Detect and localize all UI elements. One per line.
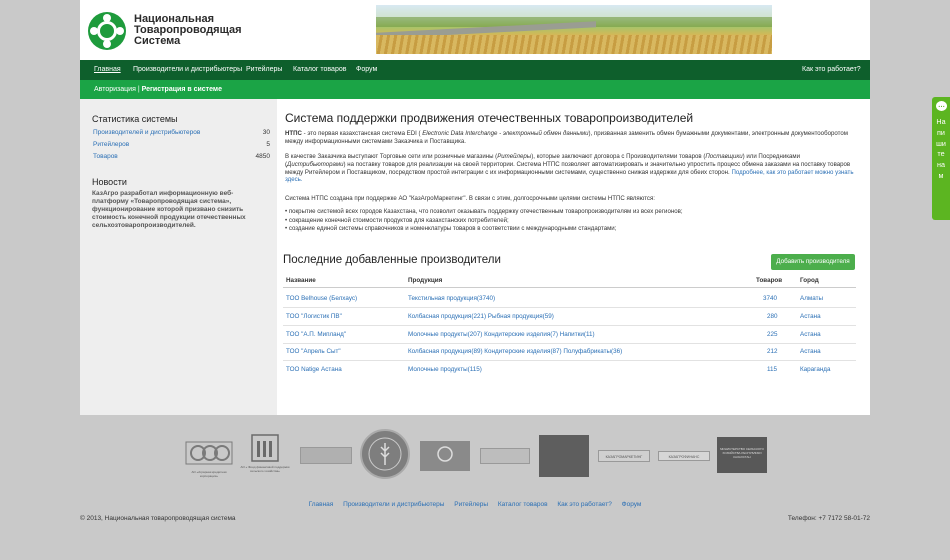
chat-bubble-icon: … xyxy=(938,102,945,109)
partner-logo[interactable] xyxy=(300,447,352,464)
footer-link-how-it-works[interactable]: Как это работает? xyxy=(557,501,612,508)
partner-logo-ministry[interactable]: МИНИСТЕРСТВО СЕЛЬСКОГО ХОЗЯЙСТВА РЕСПУБЛИКИ КАЗАХСТАН xyxy=(717,437,767,473)
footer-link-home[interactable]: Главная xyxy=(308,501,334,508)
product-count-link[interactable]: 3740 xyxy=(763,295,778,302)
city-link[interactable]: Астана xyxy=(800,313,821,320)
stat-label[interactable]: Товаров xyxy=(93,153,118,160)
column-header: Город xyxy=(800,277,819,284)
login-link[interactable]: Авторизация xyxy=(94,86,136,93)
producer-name-link[interactable]: ТОО "А.П. Мипланд" xyxy=(286,331,347,338)
product-count-link[interactable]: 280 xyxy=(767,313,778,320)
partner-logo[interactable] xyxy=(420,441,470,471)
site-logo-text[interactable] xyxy=(134,14,242,47)
producer-name-link[interactable]: ТОО Belhouse (Белхаус) xyxy=(286,295,358,302)
nav-item-home[interactable]: Главная xyxy=(94,66,121,73)
list-item: • создание единой системы справочников и номенклатуры товаров в соответствии с международными стандартами; xyxy=(285,225,855,234)
phone-text: Телефон: +7 7172 58-01-72 xyxy=(787,515,870,522)
partner-logo-agrocredit[interactable] xyxy=(184,440,234,480)
nav-item-how-it-works[interactable]: Как это работает? xyxy=(802,66,861,73)
partner-logo-kazagromarketing[interactable]: КАЗАГРОМАРКЕТИНГ xyxy=(598,450,650,462)
city-link[interactable]: Караганда xyxy=(800,366,831,373)
stat-label[interactable]: Ритейлеров xyxy=(93,141,130,148)
partner-logo[interactable] xyxy=(539,435,589,477)
feedback-label: Напишите нам xyxy=(936,117,946,180)
products-link[interactable]: Молочные продукты(207) Кондитерские изделия(7) Напитки(11) xyxy=(408,331,595,338)
logo-icon[interactable] xyxy=(88,12,126,50)
producer-name-link[interactable]: ТОО "Апрель Сыт" xyxy=(286,348,341,355)
products-link[interactable]: Колбасная продукция(221) Рыбная продукция(59) xyxy=(408,313,554,320)
partner-logo-fund[interactable] xyxy=(240,433,290,481)
stat-count: 5 xyxy=(266,141,270,148)
nav-item-retailers[interactable]: Ритейлеры xyxy=(246,66,283,73)
goals-list xyxy=(285,208,855,234)
nav-item-producers[interactable]: Производители и дистрибьютеры xyxy=(133,66,243,73)
description-paragraph: В качестве Заказчика выступают Торговые сети или розничные магазины (Ритейлеры), которые заключают договора с Производителями товаров (Поставщики) или Посредниками (Дистрибьюторами) на поставку товаров для реализации на своей территории. Система НТПС позволяет автоматизировать и значительно упростить процесс обмена заказами на поставку товаров между Ритейлером и Поставщиком, посредством простой интеграции с их информационными системами, существенно снижая издержки для обеих сторон. Подробнее, как это работает можно узнать здесь. xyxy=(285,153,854,184)
stat-item xyxy=(93,129,270,138)
producer-name-link[interactable]: ТОО "Логистик ПВ" xyxy=(286,313,342,320)
intro-paragraph: НТПС - это первая казахстанская система EDI ( Electronic Data Interchange - электронный обмен данными), призванная заменить обмен бумажными документами, электронным документооборотом между информационными системами Заказчика и Поставщика. xyxy=(285,130,848,145)
partner-caption: АО «Аграрная кредитная корпорация» xyxy=(191,470,227,478)
globe-icon xyxy=(420,441,470,471)
more-info-link[interactable]: Подробнее, как это работает можно узнать здесь. xyxy=(285,168,854,184)
page xyxy=(80,0,870,560)
table-row xyxy=(283,361,856,379)
footer-nav xyxy=(80,501,870,508)
product-count-link[interactable]: 115 xyxy=(767,366,778,373)
stat-label[interactable]: Производителей и дистрибьютеров xyxy=(93,129,201,136)
header-banner-image xyxy=(376,5,772,54)
product-count-link[interactable]: 225 xyxy=(767,331,778,338)
logo-line: Национальная xyxy=(134,13,214,25)
nav-item-forum[interactable]: Форум xyxy=(356,66,378,73)
table-row xyxy=(283,343,856,361)
stat-count: 30 xyxy=(262,129,270,136)
table-row xyxy=(283,326,856,344)
stat-item xyxy=(93,141,270,150)
products-link[interactable]: Колбасная продукция(89) Кондитерские изделия(87) Полуфабрикаты(36) xyxy=(408,348,623,355)
city-link[interactable]: Астана xyxy=(800,331,821,338)
acc-logo-icon xyxy=(184,440,234,468)
news-item[interactable]: КазАгро разработал информационную веб-платформу «Товаропроводящая система», функционирование которой призвано снизить стоимость конечной продукции отечественных сельхозтоваропроизводителей. xyxy=(92,190,246,229)
header xyxy=(80,0,870,60)
wheat-icon xyxy=(362,431,408,477)
products-link[interactable]: Молочные продукты(115) xyxy=(408,366,482,373)
register-link[interactable]: Регистрация в системе xyxy=(141,86,222,93)
partner-caption: АО « Фонд финансовой поддержки сельского хозяйства» xyxy=(240,465,290,473)
partner-logo-kazagrofinance[interactable]: КАЗАГРОФИНАНС xyxy=(658,451,710,461)
stats-title: Статистика системы xyxy=(92,114,178,124)
partners-strip xyxy=(80,415,870,495)
add-producer-button[interactable]: Добавить производителя xyxy=(771,254,855,270)
feedback-tab[interactable] xyxy=(932,97,950,220)
auth-bar xyxy=(80,80,870,99)
goals-intro: Система НТПС создана при поддержке АО "КазАгроМаркетинг". В связи с этим, долгосрочными целями системы НТПС являются: xyxy=(285,195,655,202)
products-link[interactable]: Текстильная продукция(3740) xyxy=(408,295,496,302)
city-link[interactable]: Алматы xyxy=(800,295,823,302)
table-row xyxy=(283,308,856,326)
main-content xyxy=(277,99,870,415)
footer-link-catalog[interactable]: Каталог товаров xyxy=(497,501,548,508)
partner-logo-anniversary[interactable] xyxy=(360,429,410,479)
footer-link-forum[interactable]: Форум xyxy=(621,501,642,508)
separator: | xyxy=(137,86,140,93)
producer-name-link[interactable]: ТОО Natige Астана xyxy=(286,366,342,373)
partner-logo[interactable] xyxy=(480,448,530,464)
sidebar xyxy=(80,99,277,415)
main-nav xyxy=(80,60,870,80)
column-header: Продукция xyxy=(408,277,443,284)
table-row xyxy=(283,290,856,308)
column-header: Товаров xyxy=(756,277,783,284)
copyright-text: © 2013, Национальная товаропроводящая система xyxy=(80,515,236,522)
city-link[interactable]: Астана xyxy=(800,348,821,355)
logo-line: Товаропроводящая xyxy=(134,24,242,36)
recent-producers-title: Последние добавленные производители xyxy=(283,254,501,266)
stat-count: 4850 xyxy=(255,153,270,160)
column-header: Название xyxy=(286,277,316,284)
news-title: Новости xyxy=(92,177,127,187)
product-count-link[interactable]: 212 xyxy=(767,348,778,355)
logo-line: Система xyxy=(134,35,181,47)
footer-link-retailers[interactable]: Ритейлеры xyxy=(454,501,489,508)
nav-item-catalog[interactable]: Каталог товаров xyxy=(293,66,347,73)
stat-item xyxy=(93,153,270,162)
fund-logo-icon xyxy=(240,433,290,463)
list-item: • сокращение конечной стоимости продуктов для казахстанских потребителей; xyxy=(285,217,855,226)
table-header xyxy=(283,275,856,288)
footer-link-producers[interactable]: Производители и дистрибьютеры xyxy=(343,501,445,508)
list-item: • покрытие системой всех городов Казахстана, что позволит оказывать поддержку отечественным товаропроизводителям из всех регионов; xyxy=(285,208,855,217)
page-title: Система поддержки продвижения отечественных товаропроизводителей xyxy=(285,111,694,125)
